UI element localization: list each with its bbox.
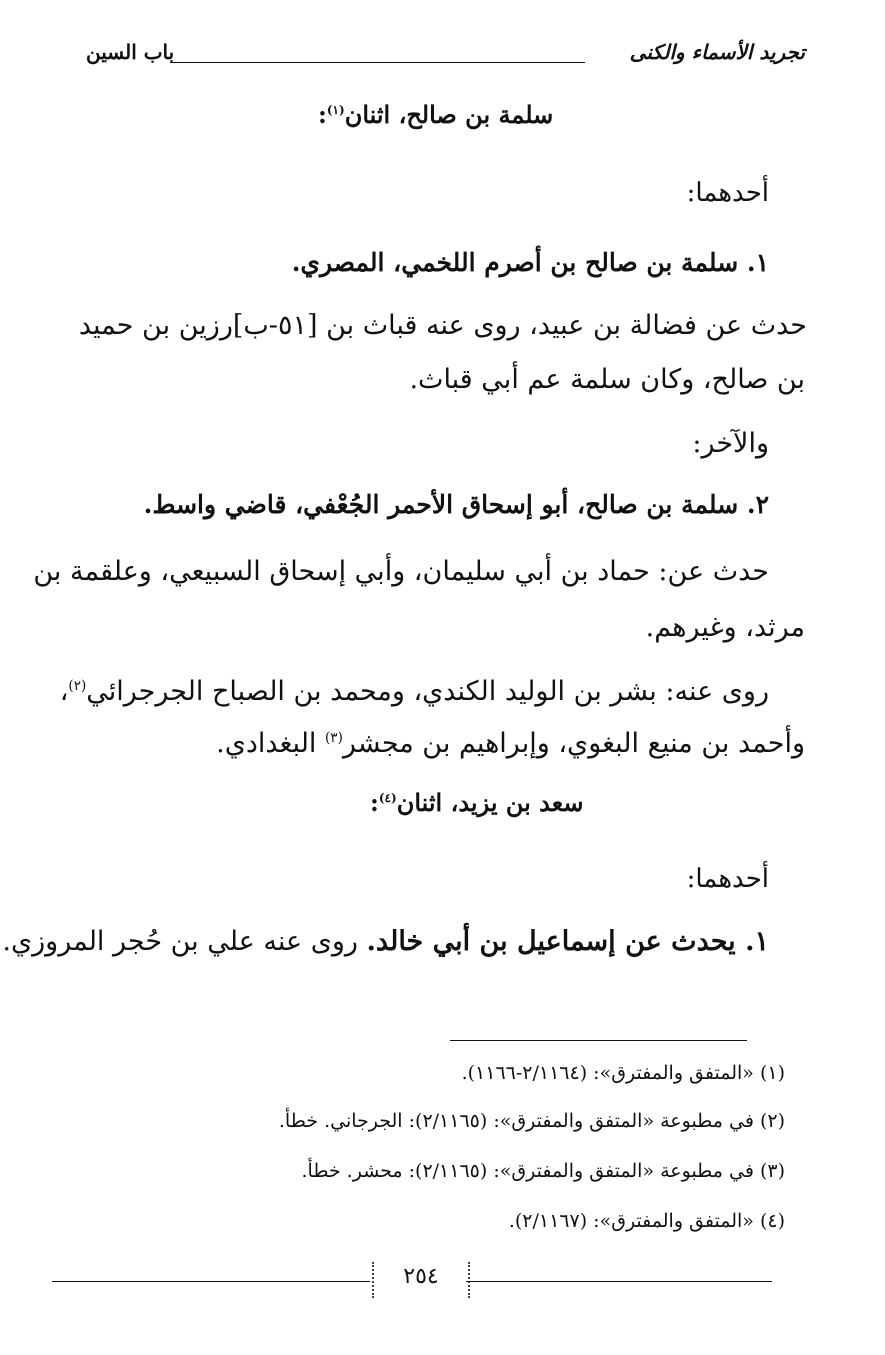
heading-colon: : bbox=[370, 788, 379, 817]
item-text-line: حدث عن فضالة بن عبيد، روى عنه قباث بن [٥١-ب]رزين بن حميد bbox=[78, 310, 807, 341]
page-number: ٢٥٤ bbox=[403, 1264, 439, 1289]
footnote-ref: (٣) bbox=[325, 730, 343, 746]
entry-heading bbox=[370, 788, 583, 817]
running-section: باب السين bbox=[86, 40, 175, 64]
subheading-first: أحدهما: bbox=[686, 864, 769, 894]
running-title: تجريد الأسماء والكنى bbox=[629, 40, 805, 64]
footnote-ref: (١) bbox=[326, 103, 345, 117]
heading-text: سلمة بن صالح، اثنان bbox=[344, 100, 554, 129]
item-title: ١. سلمة بن صالح بن أصرم اللخمي، المصري. bbox=[291, 248, 769, 277]
footnote: (٣) في مطبوعة «المتفق والمفترق»: (٢/١١٦٥): محشر. خطأ. bbox=[301, 1160, 785, 1182]
item-text-line bbox=[60, 676, 769, 707]
item-text-line bbox=[216, 728, 805, 759]
item-title: ٢. سلمة بن صالح، أبو إسحاق الأحمر الجُعْفي، قاضي واسط. bbox=[143, 490, 769, 519]
text-segment: البغدادي. bbox=[216, 728, 326, 759]
item-text-line: مرثد، وغيرهم. bbox=[645, 612, 805, 643]
heading-text: سعد بن يزيد، اثنان bbox=[396, 788, 584, 817]
footnote: (٤) «المتفق والمفترق»: (٢/١١٦٧). bbox=[508, 1210, 785, 1232]
header-divider bbox=[170, 62, 585, 63]
footnote-ref: (٢) bbox=[68, 678, 87, 694]
text-segment: وأحمد بن منيع البغوي، وإبراهيم بن مجشر bbox=[342, 728, 805, 759]
footnote-divider bbox=[450, 1040, 747, 1041]
heading-colon: : bbox=[318, 100, 327, 129]
item-title bbox=[2, 926, 769, 957]
subheading-first: أحدهما: bbox=[686, 178, 769, 208]
subheading-other: والآخر: bbox=[692, 428, 769, 459]
footer-rule bbox=[466, 1281, 772, 1282]
item-text-line: حدث عن: حماد بن أبي سليمان، وأبي إسحاق السبيعي، وعلقمة بن bbox=[33, 556, 769, 587]
text-segment: روى عنه علي بن حُجر المروزي. bbox=[2, 926, 367, 957]
footnote-ref: (٤) bbox=[378, 791, 397, 805]
footer-rule bbox=[52, 1281, 370, 1282]
text-segment: ، bbox=[59, 676, 69, 707]
footnote: (٢) في مطبوعة «المتفق والمفترق»: (٢/١١٦٥): الجرجاني. خطأ. bbox=[278, 1110, 785, 1132]
text-segment: ١. يحدث عن إسماعيل بن أبي خالد. bbox=[366, 926, 769, 957]
item-text-line: بن صالح، وكان سلمة عم أبي قباث. bbox=[409, 364, 805, 395]
footnote: (١) «المتفق والمفترق»: (٢/١١٦٤-١١٦٦). bbox=[461, 1062, 785, 1084]
text-segment: روى عنه: بشر بن الوليد الكندي، ومحمد بن الصباح الجرجرائي bbox=[86, 676, 769, 707]
entry-heading bbox=[318, 100, 553, 129]
